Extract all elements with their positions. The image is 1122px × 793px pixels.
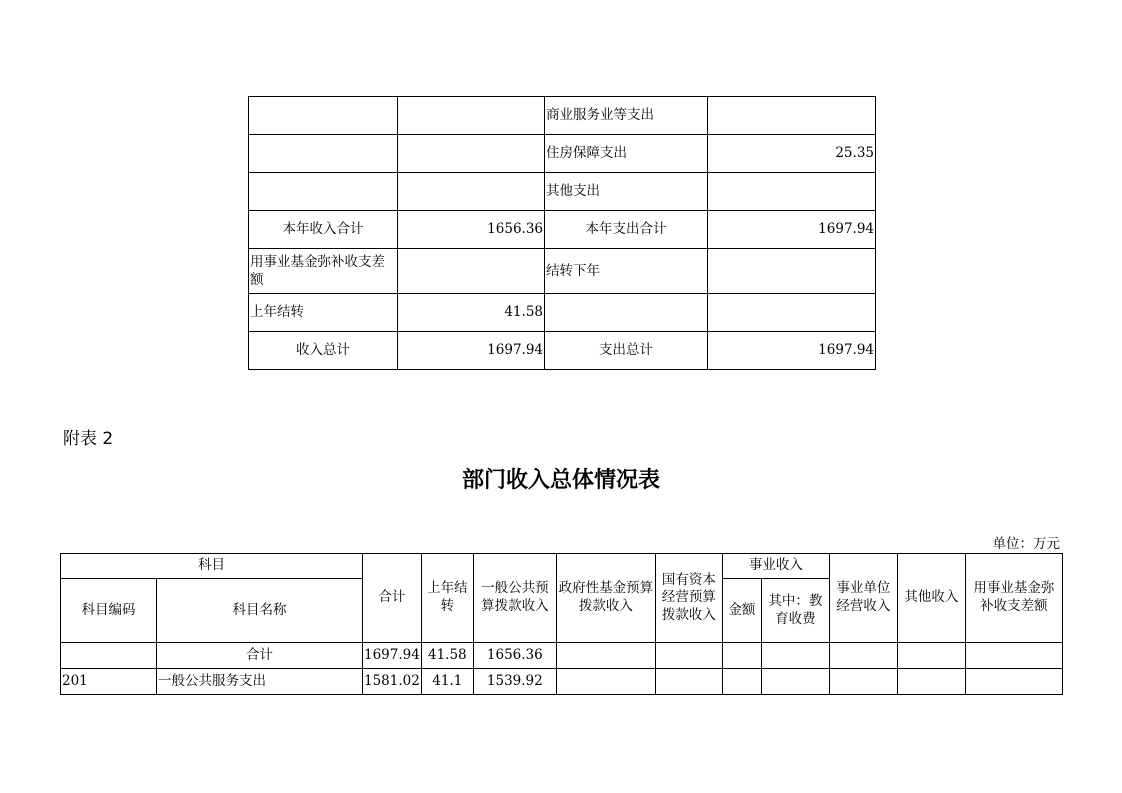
table-cell bbox=[708, 173, 876, 211]
column-header-subject: 科目 bbox=[61, 554, 363, 579]
table-cell: 本年支出合计 bbox=[545, 211, 708, 249]
table-cell-fund-offset bbox=[965, 643, 1062, 669]
table-cell: 1697.94 bbox=[398, 332, 545, 370]
table-cell bbox=[398, 135, 545, 173]
table-cell bbox=[708, 97, 876, 135]
table-cell bbox=[249, 173, 398, 211]
table-cell: 1697.94 bbox=[708, 332, 876, 370]
table-cell-operating bbox=[829, 669, 897, 695]
table-cell-carryover: 41.1 bbox=[421, 669, 473, 695]
column-header-institution-income: 事业收入 bbox=[722, 554, 829, 579]
table-row bbox=[249, 332, 876, 370]
column-header-institution-operating-income: 事业单位经营收入 bbox=[829, 554, 897, 643]
table-cell bbox=[398, 97, 545, 135]
table-cell: 住房保障支出 bbox=[545, 135, 708, 173]
table-cell: 41.58 bbox=[398, 294, 545, 332]
table-cell-gov-fund bbox=[556, 669, 655, 695]
table-cell-general: 1656.36 bbox=[473, 643, 556, 669]
table-cell: 商业服务业等支出 bbox=[545, 97, 708, 135]
table-cell bbox=[398, 249, 545, 294]
table-cell-amount bbox=[722, 643, 761, 669]
table-row bbox=[249, 97, 876, 135]
table-cell-edu-fees bbox=[761, 669, 829, 695]
table-cell: 本年收入合计 bbox=[249, 211, 398, 249]
table-cell: 上年结转 bbox=[249, 294, 398, 332]
column-header-state-capital-budget: 国有资本经营预算拨款收入 bbox=[655, 554, 722, 643]
column-header-total: 合计 bbox=[363, 554, 422, 643]
column-header-gov-fund-budget: 政府性基金预算拨款收入 bbox=[556, 554, 655, 643]
table-cell bbox=[708, 294, 876, 332]
table-cell-state-capital bbox=[655, 669, 722, 695]
table-cell: 用事业基金弥补收支差额 bbox=[249, 249, 398, 294]
table-row bbox=[249, 135, 876, 173]
table-cell-other bbox=[897, 669, 965, 695]
table-cell-carryover: 41.58 bbox=[421, 643, 473, 669]
table-cell-total: 1697.94 bbox=[363, 643, 422, 669]
table-cell bbox=[545, 294, 708, 332]
column-header-amount: 金额 bbox=[722, 579, 761, 643]
table-cell-code: 201 bbox=[61, 669, 157, 695]
appendix-label: 附表 2 bbox=[63, 429, 114, 449]
table-cell-state-capital bbox=[655, 643, 722, 669]
table-cell-other bbox=[897, 643, 965, 669]
income-expenditure-summary-table bbox=[248, 96, 876, 370]
table-cell: 1656.36 bbox=[398, 211, 545, 249]
table-cell: 其他支出 bbox=[545, 173, 708, 211]
table-cell bbox=[708, 249, 876, 294]
table-cell: 结转下年 bbox=[545, 249, 708, 294]
table-cell-gov-fund bbox=[556, 643, 655, 669]
column-header-prior-year-carryover: 上年结转 bbox=[421, 554, 473, 643]
page-title: 部门收入总体情况表 bbox=[461, 467, 660, 493]
table-cell bbox=[249, 135, 398, 173]
table-cell-edu-fees bbox=[761, 643, 829, 669]
column-header-education-fees: 其中：教育收费 bbox=[761, 579, 829, 643]
unit-label: 单位：万元 bbox=[992, 536, 1060, 552]
table-cell: 25.35 bbox=[708, 135, 876, 173]
table-row bbox=[249, 249, 876, 294]
table-cell: 支出总计 bbox=[545, 332, 708, 370]
column-header-institution-fund-offset: 用事业基金弥补收支差额 bbox=[965, 554, 1062, 643]
table-cell bbox=[249, 97, 398, 135]
table-cell-general: 1539.92 bbox=[473, 669, 556, 695]
table-row bbox=[61, 669, 1063, 695]
table-cell-name: 一般公共服务支出 bbox=[157, 669, 363, 695]
table-cell: 1697.94 bbox=[708, 211, 876, 249]
column-header-subject-name: 科目名称 bbox=[157, 579, 363, 643]
table-cell-fund-offset bbox=[965, 669, 1062, 695]
table-row bbox=[249, 211, 876, 249]
table-row bbox=[61, 643, 1063, 669]
table-row bbox=[249, 173, 876, 211]
table-cell-name: 合计 bbox=[157, 643, 363, 669]
table-cell-code bbox=[61, 643, 157, 669]
column-header-subject-code: 科目编码 bbox=[61, 579, 157, 643]
department-income-table bbox=[60, 553, 1063, 695]
table-cell-amount bbox=[722, 669, 761, 695]
column-header-other-income: 其他收入 bbox=[897, 554, 965, 643]
table-cell-operating bbox=[829, 643, 897, 669]
table-cell: 收入总计 bbox=[249, 332, 398, 370]
table-cell bbox=[398, 173, 545, 211]
column-header-general-public-budget: 一般公共预算拨款收入 bbox=[473, 554, 556, 643]
table-header-row bbox=[61, 554, 1063, 579]
table-cell-total: 1581.02 bbox=[363, 669, 422, 695]
table-row bbox=[249, 294, 876, 332]
